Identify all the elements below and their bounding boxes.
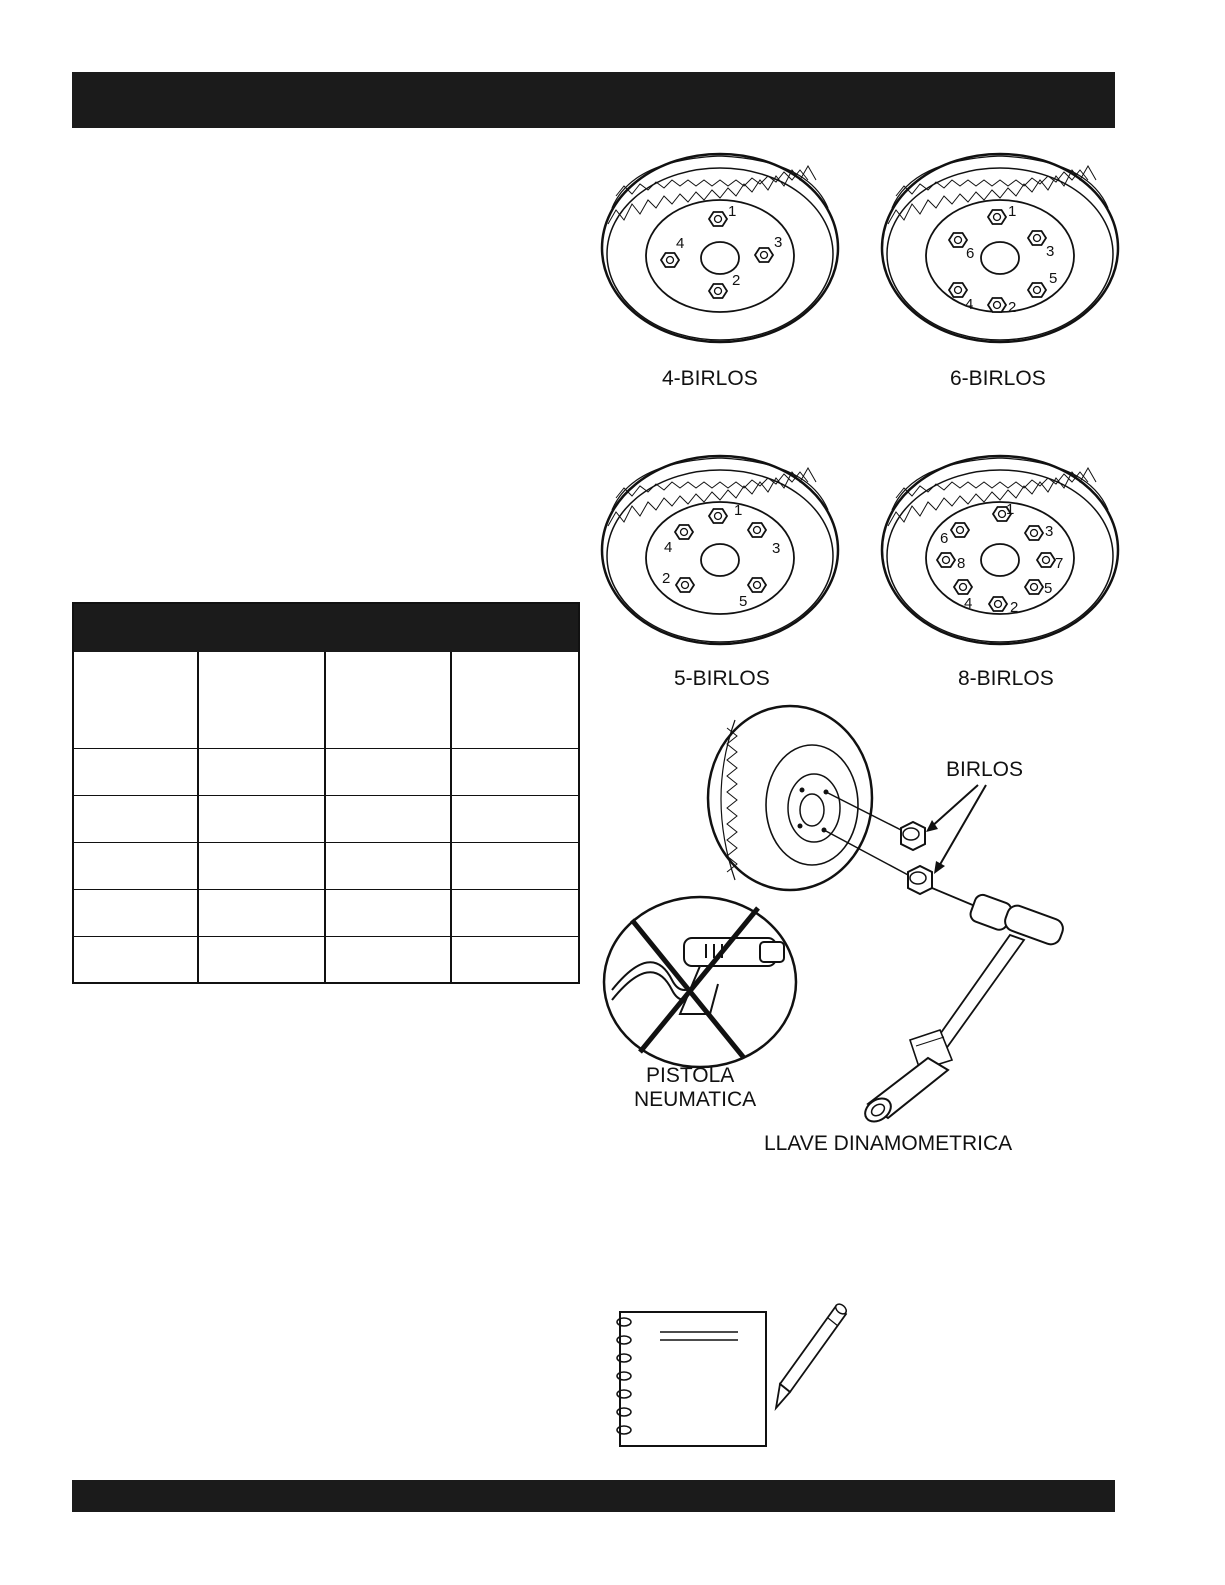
pencil-icon — [776, 1302, 848, 1408]
svg-text:4: 4 — [964, 595, 973, 612]
wheel-4-caption: 4-BIRLOS — [662, 367, 758, 390]
svg-text:1: 1 — [734, 502, 743, 519]
svg-text:2: 2 — [732, 272, 741, 289]
svg-text:4: 4 — [664, 539, 673, 556]
wheel-5-lug-figure — [602, 456, 838, 644]
wheel-5-caption: 5-BIRLOS — [674, 667, 770, 690]
svg-text:3: 3 — [774, 234, 783, 251]
svg-text:6: 6 — [966, 245, 975, 262]
air-gun-label-line1: PISTOLA — [646, 1064, 735, 1087]
svg-text:3: 3 — [1046, 243, 1055, 260]
wheel-8-caption: 8-BIRLOS — [958, 667, 1054, 690]
svg-text:5: 5 — [1049, 270, 1058, 287]
wheel-8-lug-figure — [882, 456, 1118, 644]
wheel-6-caption: 6-BIRLOS — [950, 367, 1046, 390]
svg-text:8: 8 — [957, 555, 966, 572]
svg-text:1: 1 — [1008, 203, 1017, 220]
wheel-4-lug-figure — [602, 154, 838, 342]
svg-text:3: 3 — [1045, 523, 1054, 540]
svg-text:1: 1 — [728, 203, 737, 220]
svg-text:5: 5 — [1044, 580, 1053, 597]
svg-text:2: 2 — [1010, 599, 1019, 616]
svg-text:1: 1 — [1006, 501, 1015, 518]
svg-text:2: 2 — [662, 570, 671, 587]
air-gun-label-line2: NEUMATICA — [634, 1088, 757, 1111]
wheel-6-lug-figure — [882, 154, 1118, 342]
lug-nuts-label: BIRLOS — [946, 758, 1024, 781]
svg-text:3: 3 — [772, 540, 781, 557]
torque-wrench-label: LLAVE DINAMOMETRICA — [764, 1132, 1013, 1155]
svg-text:7: 7 — [1055, 555, 1064, 572]
svg-text:5: 5 — [739, 593, 748, 610]
svg-text:4: 4 — [965, 296, 974, 313]
air-gun-prohibited-figure — [604, 897, 796, 1067]
svg-text:6: 6 — [940, 530, 949, 547]
svg-text:4: 4 — [676, 235, 685, 252]
notebook-icon — [617, 1312, 766, 1446]
svg-text:2: 2 — [1008, 299, 1017, 316]
